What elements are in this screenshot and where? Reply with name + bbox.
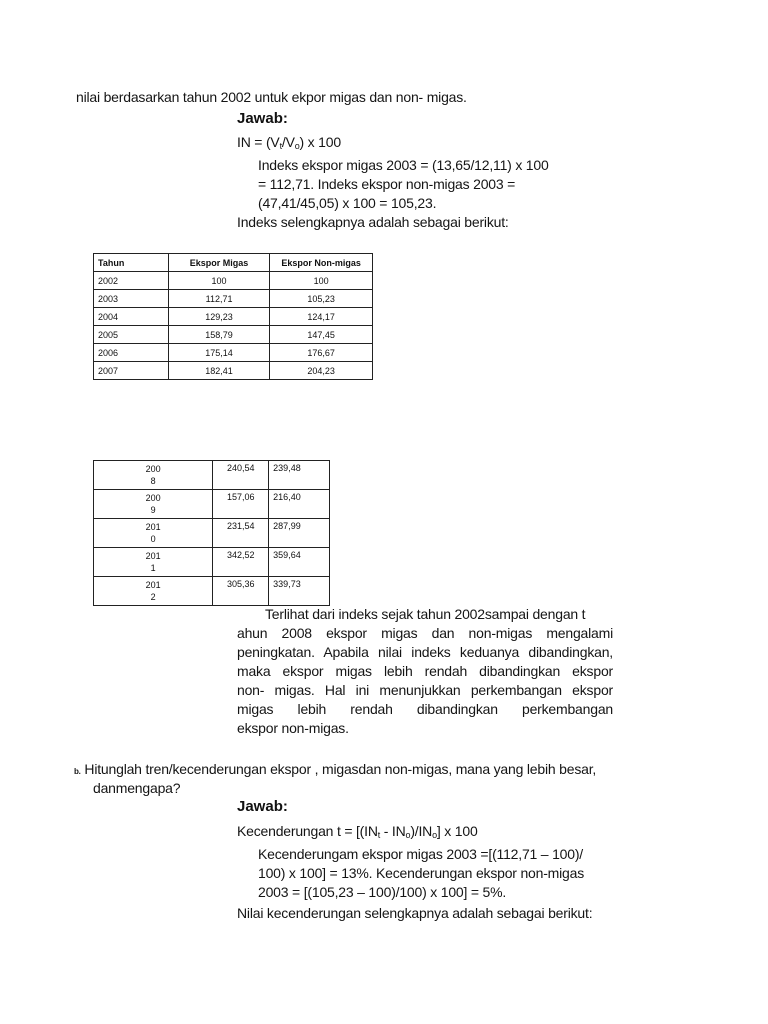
table-row: 2005 158,79 147,45 [94, 326, 373, 344]
table-header-row [94, 254, 373, 272]
conclusion-line-5: non- migas. Hal ini menunjukkan perkembangan ekspor [237, 682, 613, 698]
index-table-continued [93, 460, 330, 606]
table-row: 201 1 342,52 359,64 [94, 548, 330, 577]
calc-b-line-3: 2003 = [(105,23 – 100)/100) x 100] = 5%. [258, 884, 507, 900]
jawab-heading-a: Jawab: [237, 110, 288, 127]
table-row: 201 0 231,54 287,99 [94, 519, 330, 548]
table-row: 2003 112,71 105,23 [94, 290, 373, 308]
intro-line: nilai berdasarkan tahun 2002 untuk ekpor migas dan non- migas. [76, 89, 467, 105]
conclusion-line-1: Terlihat dari indeks sejak tahun 2002sampai dengan t [265, 606, 586, 622]
table-row: 2002 100 100 [94, 272, 373, 290]
question-b-line-2: danmengapa? [93, 780, 181, 796]
table-row: 201 2 305,36 339,73 [94, 577, 330, 606]
calc-a-line-1: Indeks ekspor migas 2003 = (13,65/12,11) x 100 [258, 157, 549, 173]
list-marker-b: b. [74, 767, 81, 776]
header-ekspor-non-migas: Ekspor Non-migas [270, 254, 373, 272]
calc-a-line-3: (47,41/45,05) x 100 = 105,23. [258, 195, 437, 211]
formula-a: IN = $(V_t/V_o)$ x 100 [237, 134, 341, 151]
conclusion-line-2: ahun 2008 ekspor migas dan non-migas mengalami [237, 625, 613, 641]
table-intro-a: Indeks selengkapnya adalah sebagai berikut: [237, 214, 509, 230]
conclusion-line-3: peningkatan. Apabila nilai indeks keduanya dibandingkan, [237, 644, 613, 660]
conclusion-line-4: maka ekspor migas lebih rendah dibandingkan ekspor [237, 663, 613, 679]
calc-b-line-1: Kecenderungam ekspor migas 2003 =[(112,71 – 100)/ [258, 846, 583, 862]
table-row: 2007 182,41 204,23 [94, 362, 373, 380]
calc-a-line-2: = 112,71. Indeks ekspor non-migas 2003 = [258, 176, 516, 192]
table-row: 200 8 240,54 239,48 [94, 461, 330, 490]
header-ekspor-migas: Ekspor Migas [168, 254, 270, 272]
formula-b: Kecenderungan $t = [(IN_t - IN_o)/IN_o]$ x 100 [237, 823, 478, 840]
question-b: b. Hitunglah tren/kecenderungan ekspor , migasdan non-migas, mana yang lebih besar, [74, 761, 597, 777]
table-intro-b: Nilai kecenderungan selengkapnya adalah sebagai berikut: [237, 905, 593, 921]
index-table [93, 253, 373, 380]
table-row: 2006 175,14 176,67 [94, 344, 373, 362]
conclusion-line-6: migas lebih rendah dibandingkan perkembangan [237, 701, 613, 717]
jawab-heading-b: Jawab: [237, 798, 288, 815]
table-row: 200 9 157,06 216,40 [94, 490, 330, 519]
calc-b-line-2: 100) x 100] = 13%. Kecenderungan ekspor non-migas [258, 865, 585, 881]
header-tahun: Tahun [94, 254, 169, 272]
conclusion-line-7: ekspor non-migas. [237, 720, 349, 736]
table-row: 2004 129,23 124,17 [94, 308, 373, 326]
